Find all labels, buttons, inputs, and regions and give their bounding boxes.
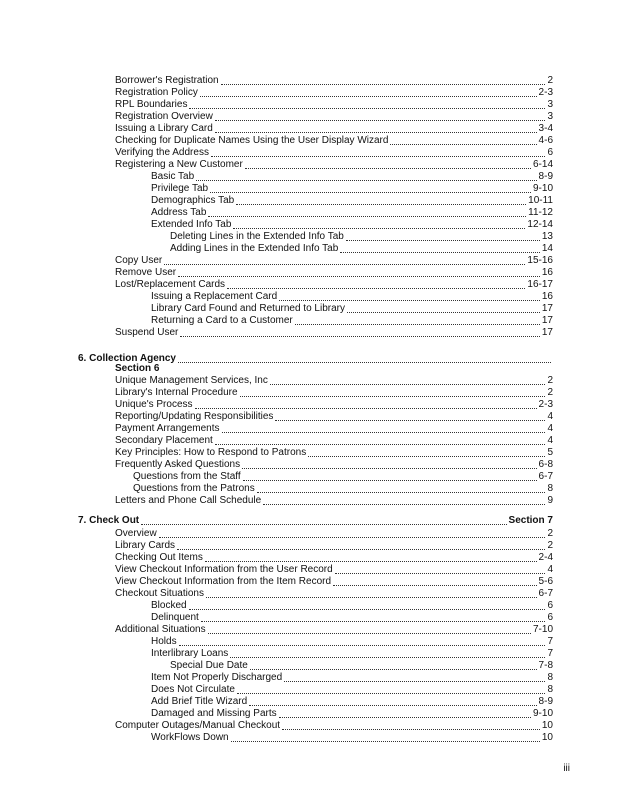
- dot-leader: [210, 192, 531, 193]
- toc-entry-page: 10: [541, 732, 553, 743]
- toc-entry: [151, 731, 553, 744]
- toc-entry-page: 8-9: [538, 171, 553, 182]
- toc-entry-title: Address Tab: [151, 207, 207, 218]
- toc-entry-page: 17: [541, 303, 553, 314]
- toc-entry-title: View Checkout Information from the User Record: [115, 564, 333, 575]
- toc-entry-title: Frequently Asked Questions: [115, 459, 241, 470]
- dot-leader: [236, 204, 526, 205]
- dot-leader: [222, 432, 546, 433]
- toc-entry-title: Privilege Tab: [151, 183, 209, 194]
- dot-leader: [178, 362, 551, 363]
- toc-entry-page: 16: [541, 267, 553, 278]
- dot-leader: [215, 132, 537, 133]
- toc-entry-page: 3: [547, 111, 553, 122]
- section-page: Section 7: [508, 515, 553, 526]
- toc-entry-title: Issuing a Replacement Card: [151, 291, 278, 302]
- dot-leader: [231, 741, 540, 742]
- toc-entry-title: Borrower's Registration: [115, 75, 219, 86]
- toc-entry-page: 14: [541, 243, 553, 254]
- dot-leader: [221, 84, 546, 85]
- dot-leader: [180, 336, 540, 337]
- toc-entry-title: Checking for Duplicate Names Using the User Display Wizard: [115, 135, 389, 146]
- dot-leader: [284, 681, 545, 682]
- toc-entry-page: 5: [547, 447, 553, 458]
- dot-leader: [270, 384, 546, 385]
- dot-leader: [189, 108, 545, 109]
- page-number: iii: [563, 763, 570, 774]
- toc-entry-title: Registration Policy: [115, 87, 198, 98]
- dot-leader: [333, 585, 537, 586]
- toc-entry-title: Holds: [151, 636, 177, 647]
- toc-entry-page: 2: [547, 387, 553, 398]
- toc-entry-title: Library Card Found and Returned to Library: [151, 303, 345, 314]
- dot-leader: [189, 609, 546, 610]
- toc-entry-page: 11-12: [528, 207, 553, 218]
- toc-entry-page: 16-17: [527, 279, 553, 290]
- section-title: 7. Check Out: [78, 515, 140, 526]
- toc-entry-title: Letters and Phone Call Schedule: [115, 495, 262, 506]
- dot-leader: [208, 633, 531, 634]
- dot-leader: [208, 216, 526, 217]
- toc-entry-title: Unique Management Services, Inc: [115, 375, 268, 386]
- dot-leader: [215, 444, 546, 445]
- toc-entry-page: 2-4: [538, 552, 553, 563]
- toc-entry-title: Remove User: [115, 267, 177, 278]
- toc-entry-page: 7-10: [532, 624, 553, 635]
- dot-leader: [195, 408, 537, 409]
- toc-entry-page: 9: [547, 495, 553, 506]
- dot-leader: [242, 468, 536, 469]
- toc-entry-page: 13: [541, 231, 553, 242]
- toc-entry-page: 2-3: [538, 87, 553, 98]
- dot-leader: [335, 573, 546, 574]
- dot-leader: [279, 717, 531, 718]
- toc-entry-page: 8: [547, 672, 553, 683]
- dot-leader: [206, 597, 537, 598]
- toc-entry-title: Reporting/Updating Responsibilities: [115, 411, 274, 422]
- toc-entry-title: Deleting Lines in the Extended Info Tab: [170, 231, 344, 242]
- toc-entry-title: Lost/Replacement Cards: [115, 279, 226, 290]
- toc-entry-title: Registration Overview: [115, 111, 213, 122]
- section-heading: [78, 514, 553, 527]
- toc-entry-title: Delinquent: [151, 612, 199, 623]
- toc-entry-page: 3: [547, 99, 553, 110]
- toc-entry-title: RPL Boundaries: [115, 99, 188, 110]
- toc-entry-page: 2: [547, 540, 553, 551]
- toc-entry-page: 2: [547, 528, 553, 539]
- toc-entry-title: Checking Out Items: [115, 552, 203, 563]
- dot-leader: [177, 549, 545, 550]
- dot-leader: [205, 561, 537, 562]
- toc-entry-page: 6-7: [538, 588, 553, 599]
- toc-entry-page: 7-8: [538, 660, 553, 671]
- dot-leader: [240, 396, 546, 397]
- dot-leader: [179, 645, 546, 646]
- toc-entry-title: Suspend User: [115, 327, 179, 338]
- toc-entry-page: 4: [547, 423, 553, 434]
- toc-entry-title: Basic Tab: [151, 171, 195, 182]
- toc-entry-title: Overview: [115, 528, 157, 539]
- dot-leader: [164, 264, 525, 265]
- toc-entry-title: Blocked: [151, 600, 187, 611]
- toc-entry-title: Add Brief Title Wizard: [151, 696, 248, 707]
- toc-entry-title: Issuing a Library Card: [115, 123, 213, 134]
- toc-entry-title: Library Cards: [115, 540, 176, 551]
- toc-entry-page: 16: [541, 291, 553, 302]
- dot-leader: [346, 240, 540, 241]
- toc-entry-title: Questions from the Patrons: [133, 483, 255, 494]
- dot-leader: [178, 276, 540, 277]
- toc-entry-title: Adding Lines in the Extended Info Tab: [170, 243, 339, 254]
- toc-entry-title: Damaged and Missing Parts: [151, 708, 277, 719]
- dot-leader: [237, 693, 546, 694]
- dot-leader: [390, 144, 536, 145]
- toc-entry-page: 6: [547, 600, 553, 611]
- dot-leader: [340, 252, 540, 253]
- toc-entry-page: 6-8: [538, 459, 553, 470]
- toc-entry-page: 4: [547, 411, 553, 422]
- toc-entry: [115, 326, 553, 339]
- toc-entry-page: 2-3: [538, 399, 553, 410]
- toc-entry-title: Computer Outages/Manual Checkout: [115, 720, 281, 731]
- toc-entry-title: Library's Internal Procedure: [115, 387, 238, 398]
- dot-leader: [250, 669, 537, 670]
- dot-leader: [211, 156, 545, 157]
- toc-entry-title: Key Principles: How to Respond to Patrons: [115, 447, 307, 458]
- toc-entry-page: 15-16: [527, 255, 553, 266]
- dot-leader: [230, 657, 545, 658]
- toc-entry-page: 7: [547, 636, 553, 647]
- toc-entry-page: 6: [547, 612, 553, 623]
- toc-entry-page: 5-6: [538, 576, 553, 587]
- dot-leader: [347, 312, 540, 313]
- toc-entry-page: 2: [547, 375, 553, 386]
- section-subhead: Section 6: [115, 363, 160, 374]
- toc-entry-page: 6-7: [538, 471, 553, 482]
- dot-leader: [282, 729, 540, 730]
- dot-leader: [200, 96, 537, 97]
- toc-entry-title: Registering a New Customer: [115, 159, 243, 170]
- toc-entry-page: 6-14: [532, 159, 553, 170]
- dot-leader: [215, 120, 546, 121]
- toc-entry-page: 4-6: [538, 135, 553, 146]
- dot-leader: [263, 504, 545, 505]
- toc-entry-title: Demographics Tab: [151, 195, 235, 206]
- toc-entry-title: Extended Info Tab: [151, 219, 232, 230]
- toc-entry-page: 8: [547, 483, 553, 494]
- toc-entry-page: 8: [547, 684, 553, 695]
- dot-leader: [227, 288, 525, 289]
- toc-entry-page: 10: [541, 720, 553, 731]
- toc-entry-title: Verifying the Address: [115, 147, 209, 158]
- toc-entry-title: Additional Situations: [115, 624, 206, 635]
- toc-entry-page: 4: [547, 435, 553, 446]
- toc-entry-title: Payment Arrangements: [115, 423, 220, 434]
- toc-entry-title: Copy User: [115, 255, 163, 266]
- dot-leader: [243, 480, 537, 481]
- toc-entry-title: Interlibrary Loans: [151, 648, 229, 659]
- toc-entry-title: Questions from the Staff: [133, 471, 241, 482]
- toc-entry-title: Does Not Circulate: [151, 684, 235, 695]
- toc-entry-title: View Checkout Information from the Item Record: [115, 576, 332, 587]
- dot-leader: [233, 228, 525, 229]
- dot-leader: [159, 537, 546, 538]
- dot-leader: [279, 300, 540, 301]
- toc-entry-title: Checkout Situations: [115, 588, 204, 599]
- toc-entry-page: 12-14: [527, 219, 553, 230]
- toc-entry-page: 17: [541, 315, 553, 326]
- toc-entry-title: Returning a Card to a Customer: [151, 315, 293, 326]
- toc-entry-page: 17: [541, 327, 553, 338]
- toc-entry-page: 6: [547, 147, 553, 158]
- dot-leader: [245, 168, 531, 169]
- toc-entry-title: Unique's Process: [115, 399, 193, 410]
- toc-entry-title: Special Due Date: [170, 660, 248, 671]
- section-title: 6. Collection Agency: [78, 353, 176, 364]
- dot-leader: [249, 705, 536, 706]
- dot-leader: [308, 456, 545, 457]
- toc-entry-page: 8-9: [538, 696, 553, 707]
- toc-entry-page: 7: [547, 648, 553, 659]
- toc-entry: [115, 494, 553, 507]
- toc-entry-page: 4: [547, 564, 553, 575]
- toc-entry-page: 2: [547, 75, 553, 86]
- toc-entry-title: Secondary Placement: [115, 435, 213, 446]
- dot-leader: [257, 492, 546, 493]
- toc-entry-title: WorkFlows Down: [151, 732, 229, 743]
- dot-leader: [196, 180, 536, 181]
- toc-entry-title: Item Not Properly Discharged: [151, 672, 283, 683]
- toc-entry-page: 10-11: [528, 195, 553, 206]
- toc-entry-page: 3-4: [538, 123, 553, 134]
- dot-leader: [141, 524, 506, 525]
- dot-leader: [201, 621, 546, 622]
- dot-leader: [295, 324, 540, 325]
- toc-entry-page: 9-10: [532, 708, 553, 719]
- toc-entry-page: 9-10: [532, 183, 553, 194]
- dot-leader: [275, 420, 545, 421]
